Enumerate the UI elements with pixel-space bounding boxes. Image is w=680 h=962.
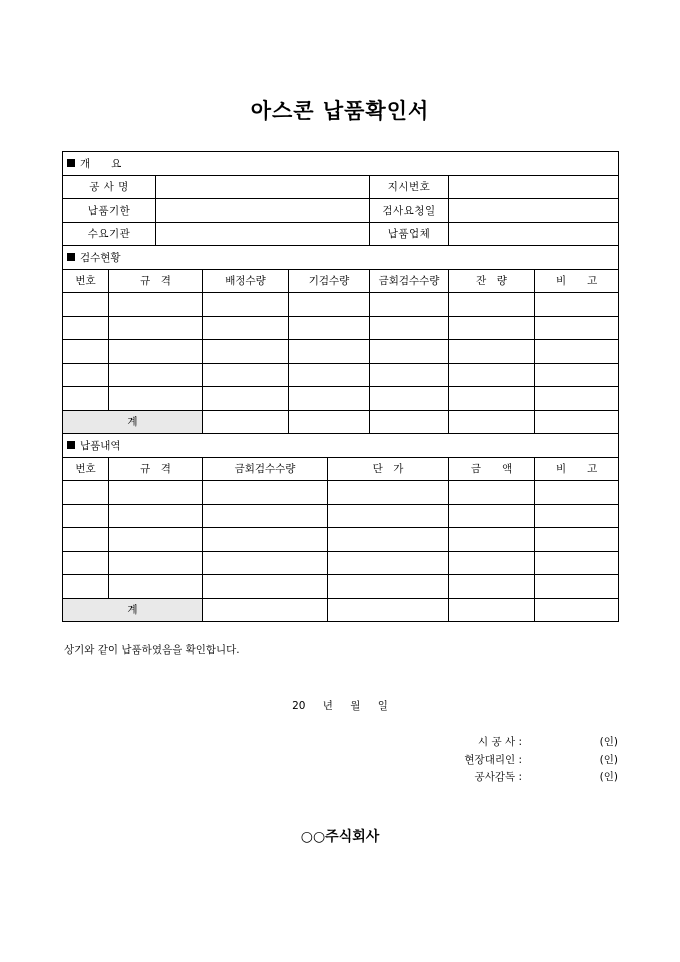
delivery-data-row bbox=[63, 528, 619, 552]
table-cell[interactable] bbox=[535, 293, 619, 317]
signature-row bbox=[440, 752, 618, 770]
table-cell[interactable] bbox=[449, 551, 535, 575]
signature-label: 현장대리인 : bbox=[464, 753, 522, 766]
table-cell[interactable] bbox=[203, 340, 289, 364]
overview-value-field[interactable] bbox=[156, 175, 370, 199]
inspection-data-row bbox=[63, 293, 619, 317]
delivery-data-row bbox=[63, 504, 619, 528]
date-line bbox=[0, 698, 680, 713]
table-cell[interactable] bbox=[109, 504, 203, 528]
column-header: 번호 bbox=[63, 269, 109, 293]
table-cell[interactable] bbox=[449, 293, 535, 317]
table-cell[interactable] bbox=[289, 387, 370, 411]
table-cell[interactable] bbox=[109, 340, 203, 364]
table-cell[interactable] bbox=[449, 363, 535, 387]
table-cell[interactable] bbox=[535, 481, 619, 505]
table-cell[interactable] bbox=[535, 551, 619, 575]
delivery-section-header bbox=[63, 434, 619, 458]
table-cell[interactable] bbox=[328, 528, 449, 552]
table-cell[interactable] bbox=[63, 363, 109, 387]
inspection-total-row bbox=[63, 410, 619, 434]
table-cell[interactable] bbox=[109, 481, 203, 505]
inspection-column-headers bbox=[63, 269, 619, 293]
table-cell[interactable] bbox=[203, 481, 328, 505]
table-cell[interactable] bbox=[370, 293, 449, 317]
table-cell[interactable] bbox=[289, 340, 370, 364]
table-cell[interactable] bbox=[289, 363, 370, 387]
table-cell[interactable] bbox=[203, 387, 289, 411]
seal-mark: (인) bbox=[599, 771, 618, 783]
table-cell[interactable] bbox=[109, 528, 203, 552]
table-cell[interactable] bbox=[449, 340, 535, 364]
table-cell[interactable] bbox=[535, 528, 619, 552]
document-title: 아스콘 납품확인서 bbox=[250, 99, 430, 123]
square-bullet-icon bbox=[67, 253, 75, 261]
table-cell[interactable] bbox=[535, 340, 619, 364]
table-cell[interactable] bbox=[449, 504, 535, 528]
overview-label: 납품기한 bbox=[63, 199, 156, 223]
table-cell[interactable] bbox=[203, 575, 328, 599]
delivery-data-row bbox=[63, 551, 619, 575]
seal-mark: (인) bbox=[599, 736, 618, 748]
table-cell[interactable] bbox=[63, 481, 109, 505]
table-cell[interactable] bbox=[109, 387, 203, 411]
table-cell[interactable] bbox=[63, 575, 109, 599]
table-cell[interactable] bbox=[535, 410, 619, 434]
overview-section-header bbox=[63, 152, 619, 176]
signature-row bbox=[440, 734, 618, 752]
table-cell[interactable] bbox=[63, 551, 109, 575]
inspection-data-row bbox=[63, 387, 619, 411]
table-cell[interactable] bbox=[328, 598, 449, 622]
table-cell[interactable] bbox=[63, 528, 109, 552]
overview-value-field[interactable] bbox=[449, 175, 619, 199]
inspection-data-row bbox=[63, 316, 619, 340]
overview-row bbox=[63, 222, 619, 246]
table-cell[interactable] bbox=[63, 387, 109, 411]
table-cell[interactable] bbox=[449, 481, 535, 505]
table-cell[interactable] bbox=[535, 575, 619, 599]
column-header: 단 가 bbox=[328, 457, 449, 481]
confirmation-statement: 상기와 같이 납품하였음을 확인합니다. bbox=[64, 644, 240, 656]
table-cell[interactable] bbox=[109, 551, 203, 575]
year-prefix: 20 bbox=[292, 700, 306, 712]
table-cell[interactable] bbox=[449, 528, 535, 552]
column-header: 배정수량 bbox=[203, 269, 289, 293]
signature-label: 공사감독 : bbox=[474, 771, 522, 783]
table-cell[interactable] bbox=[109, 363, 203, 387]
overview-label: 검사요청일 bbox=[370, 199, 449, 223]
overview-value-field[interactable] bbox=[156, 199, 370, 223]
inspection-section-header bbox=[63, 246, 619, 270]
total-label: 계 bbox=[63, 598, 203, 622]
delivery-total-row bbox=[63, 598, 619, 622]
table-cell[interactable] bbox=[289, 293, 370, 317]
inspection-header: 검수현황 bbox=[80, 251, 121, 264]
table-cell[interactable] bbox=[535, 598, 619, 622]
month-label: 월 bbox=[350, 700, 361, 712]
table-cell[interactable] bbox=[203, 551, 328, 575]
overview-value-field[interactable] bbox=[156, 222, 370, 246]
column-header: 비 고 bbox=[535, 457, 619, 481]
table-cell[interactable] bbox=[109, 293, 203, 317]
table-cell[interactable] bbox=[449, 387, 535, 411]
overview-label: 수요기관 bbox=[63, 222, 156, 246]
column-header: 기검수량 bbox=[289, 269, 370, 293]
table-cell[interactable] bbox=[535, 387, 619, 411]
overview-value-field[interactable] bbox=[449, 199, 619, 223]
signature-row bbox=[440, 769, 618, 787]
table-cell[interactable] bbox=[328, 551, 449, 575]
inspection-data-row bbox=[63, 363, 619, 387]
table-cell[interactable] bbox=[370, 363, 449, 387]
overview-header: 개 요 bbox=[80, 157, 122, 170]
overview-label: 납품업체 bbox=[370, 222, 449, 246]
company-name: ○○주식회사 bbox=[300, 829, 380, 845]
signature-block bbox=[440, 734, 618, 787]
signature-label: 시 공 사 : bbox=[478, 736, 522, 748]
table-cell[interactable] bbox=[449, 598, 535, 622]
delivery-data-row bbox=[63, 575, 619, 599]
total-label: 계 bbox=[63, 410, 203, 434]
table-cell[interactable] bbox=[370, 387, 449, 411]
table-cell[interactable] bbox=[203, 410, 289, 434]
table-cell[interactable] bbox=[203, 598, 328, 622]
table-cell[interactable] bbox=[370, 316, 449, 340]
square-bullet-icon bbox=[67, 441, 75, 449]
table-cell[interactable] bbox=[328, 575, 449, 599]
delivery-column-headers bbox=[63, 457, 619, 481]
overview-label: 공 사 명 bbox=[63, 175, 156, 199]
confirmation-form-table bbox=[62, 151, 619, 622]
column-header: 금회검수수량 bbox=[370, 269, 449, 293]
table-cell[interactable] bbox=[535, 316, 619, 340]
delivery-data-row bbox=[63, 481, 619, 505]
table-cell[interactable] bbox=[63, 316, 109, 340]
column-header: 잔 량 bbox=[449, 269, 535, 293]
table-cell[interactable] bbox=[203, 504, 328, 528]
table-cell[interactable] bbox=[328, 481, 449, 505]
table-cell[interactable] bbox=[63, 504, 109, 528]
table-cell[interactable] bbox=[289, 316, 370, 340]
column-header: 규 격 bbox=[109, 269, 203, 293]
table-cell[interactable] bbox=[535, 504, 619, 528]
column-header: 비 고 bbox=[535, 269, 619, 293]
year-label: 년 bbox=[322, 700, 333, 712]
table-cell[interactable] bbox=[328, 504, 449, 528]
column-header: 금 액 bbox=[449, 457, 535, 481]
day-label: 일 bbox=[377, 700, 388, 712]
overview-row bbox=[63, 175, 619, 199]
square-bullet-icon bbox=[67, 159, 75, 167]
table-cell[interactable] bbox=[370, 410, 449, 434]
table-cell[interactable] bbox=[109, 316, 203, 340]
table-cell[interactable] bbox=[63, 340, 109, 364]
table-cell[interactable] bbox=[449, 410, 535, 434]
column-header: 번호 bbox=[63, 457, 109, 481]
table-cell[interactable] bbox=[449, 316, 535, 340]
delivery-header: 납품내역 bbox=[80, 439, 121, 452]
table-cell[interactable] bbox=[535, 363, 619, 387]
overview-label: 지시번호 bbox=[370, 175, 449, 199]
table-cell[interactable] bbox=[370, 340, 449, 364]
overview-row bbox=[63, 199, 619, 223]
column-header: 금회검수수량 bbox=[203, 457, 328, 481]
table-cell[interactable] bbox=[63, 293, 109, 317]
inspection-data-row bbox=[63, 340, 619, 364]
table-cell[interactable] bbox=[449, 575, 535, 599]
table-cell[interactable] bbox=[109, 575, 203, 599]
table-cell[interactable] bbox=[289, 410, 370, 434]
table-cell[interactable] bbox=[203, 528, 328, 552]
table-cell[interactable] bbox=[203, 293, 289, 317]
table-cell[interactable] bbox=[203, 316, 289, 340]
column-header: 규 격 bbox=[109, 457, 203, 481]
table-cell[interactable] bbox=[203, 363, 289, 387]
seal-mark: (인) bbox=[599, 753, 618, 766]
overview-value-field[interactable] bbox=[449, 222, 619, 246]
